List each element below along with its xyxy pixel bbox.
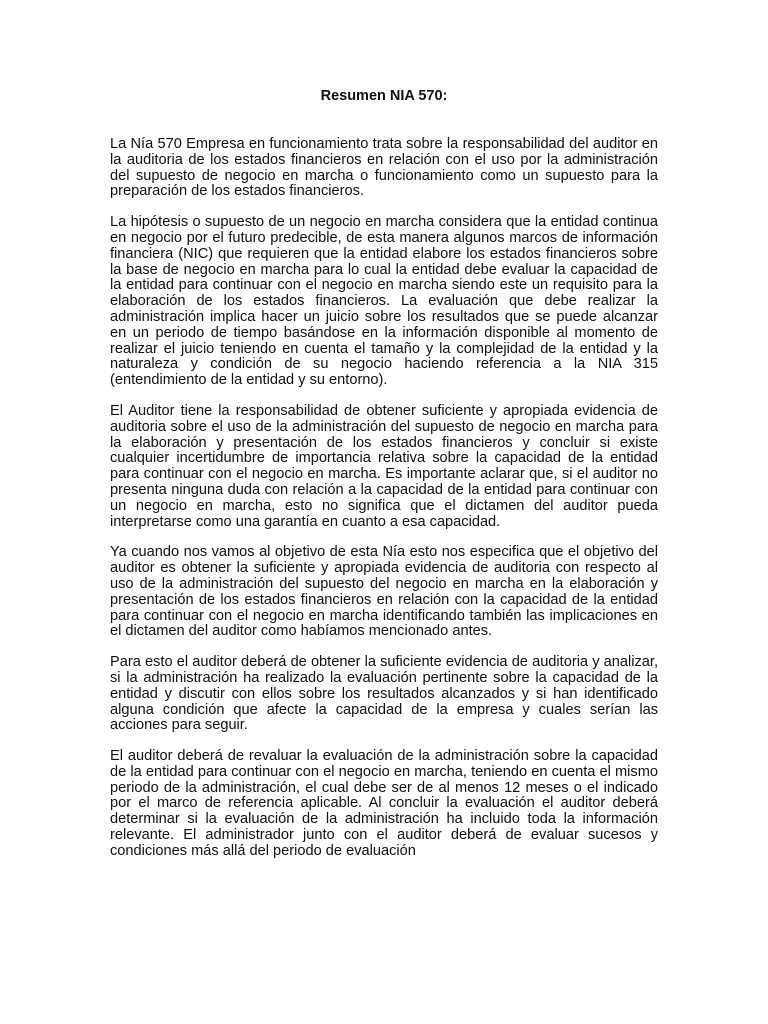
paragraph-auditor-responsibility: El Auditor tiene la responsabilidad de obtener suficiente y apropiada evidencia de auditoria sobre el uso de la administración del supuesto de negocio en marcha para la elaboración y presentación de los estados financieros y concluir si existe cualquier incertidumbre de importancia relativa sobre la capacidad de la entidad para continuar con el negocio en marcha. Es importante aclarar que, si el auditor no presenta ninguna duda con relación a la capacidad de la entidad para continuar con un negocio en marcha, esto no significa que el dictamen del auditor pueda interpretarse como una garantía en cuanto a esa capacidad. <box>110 402 658 530</box>
paragraph-intro: La Nía 570 Empresa en funcionamiento trata sobre la responsabilidad del auditor en la auditoria de los estados financieros en relación con el uso por la administración del supuesto de negocio en marcha o funcionamiento como un supuesto para la preparación de los estados financieros. <box>110 136 658 200</box>
paragraph-objective: Ya cuando nos vamos al objetivo de esta Nía esto nos especifica que el objetivo del auditor es obtener la suficiente y apropiada evidencia de auditoria con respecto al uso de la administración del supuesto del negocio en marcha en la elaboración y presentación de los estados financieros en relación con la capacidad de la entidad para continuar con el negocio en marcha identificando también las implicaciones en el dictamen del auditor como habíamos mencionado antes. <box>110 544 658 640</box>
document-body <box>110 137 658 875</box>
paragraph-reevaluation: El auditor deberá de revaluar la evaluación de la administración sobre la capacidad de la entidad para continuar con el negocio en marcha, teniendo en cuenta el mismo periodo de la administración, el cual debe ser de al menos 12 meses o el indicado por el marco de referencia aplicable. Al concluir la evaluación el auditor deberá determinar si la evaluación de la administración ha incluido toda la información relevante. El administrador junto con el auditor deberá de evaluar sucesos y condiciones más allá del periodo de evaluación <box>110 748 658 859</box>
document-title: Resumen NIA 570: <box>320 88 448 104</box>
paragraph-going-concern-hypothesis: La hipótesis o supuesto de un negocio en marcha considera que la entidad continua en negocio por el futuro predecible, de esta manera algunos marcos de información financiera (NIC) que requieren que la entidad elabore los estados financieros sobre la base de negocio en marcha para lo cual la entidad debe evaluar la capacidad de la entidad para continuar con el negocio en marcha siendo este un requisito para la elaboración de los estados financieros. La evaluación que debe realizar la administración implica hacer un juicio sobre los resultados que se puede alcanzar en un periodo de tiempo basándose en la información disponible al momento de realizar el juicio teniendo en cuenta el tamaño y la complejidad de la entidad y la naturaleza y condición de su negocio haciendo referencia a la NIA 315 (entendimiento de la entidad y su entorno). <box>110 214 658 389</box>
paragraph-audit-evidence: Para esto el auditor deberá de obtener la suficiente evidencia de auditoria y analizar, si la administración ha realizado la evaluación pertinente sobre la capacidad de la entidad y discutir con ellos sobre los resultados alcanzados y si han identificado alguna condición que afecte la capacidad de la empresa y cuales serían las acciones para seguir. <box>110 654 658 734</box>
